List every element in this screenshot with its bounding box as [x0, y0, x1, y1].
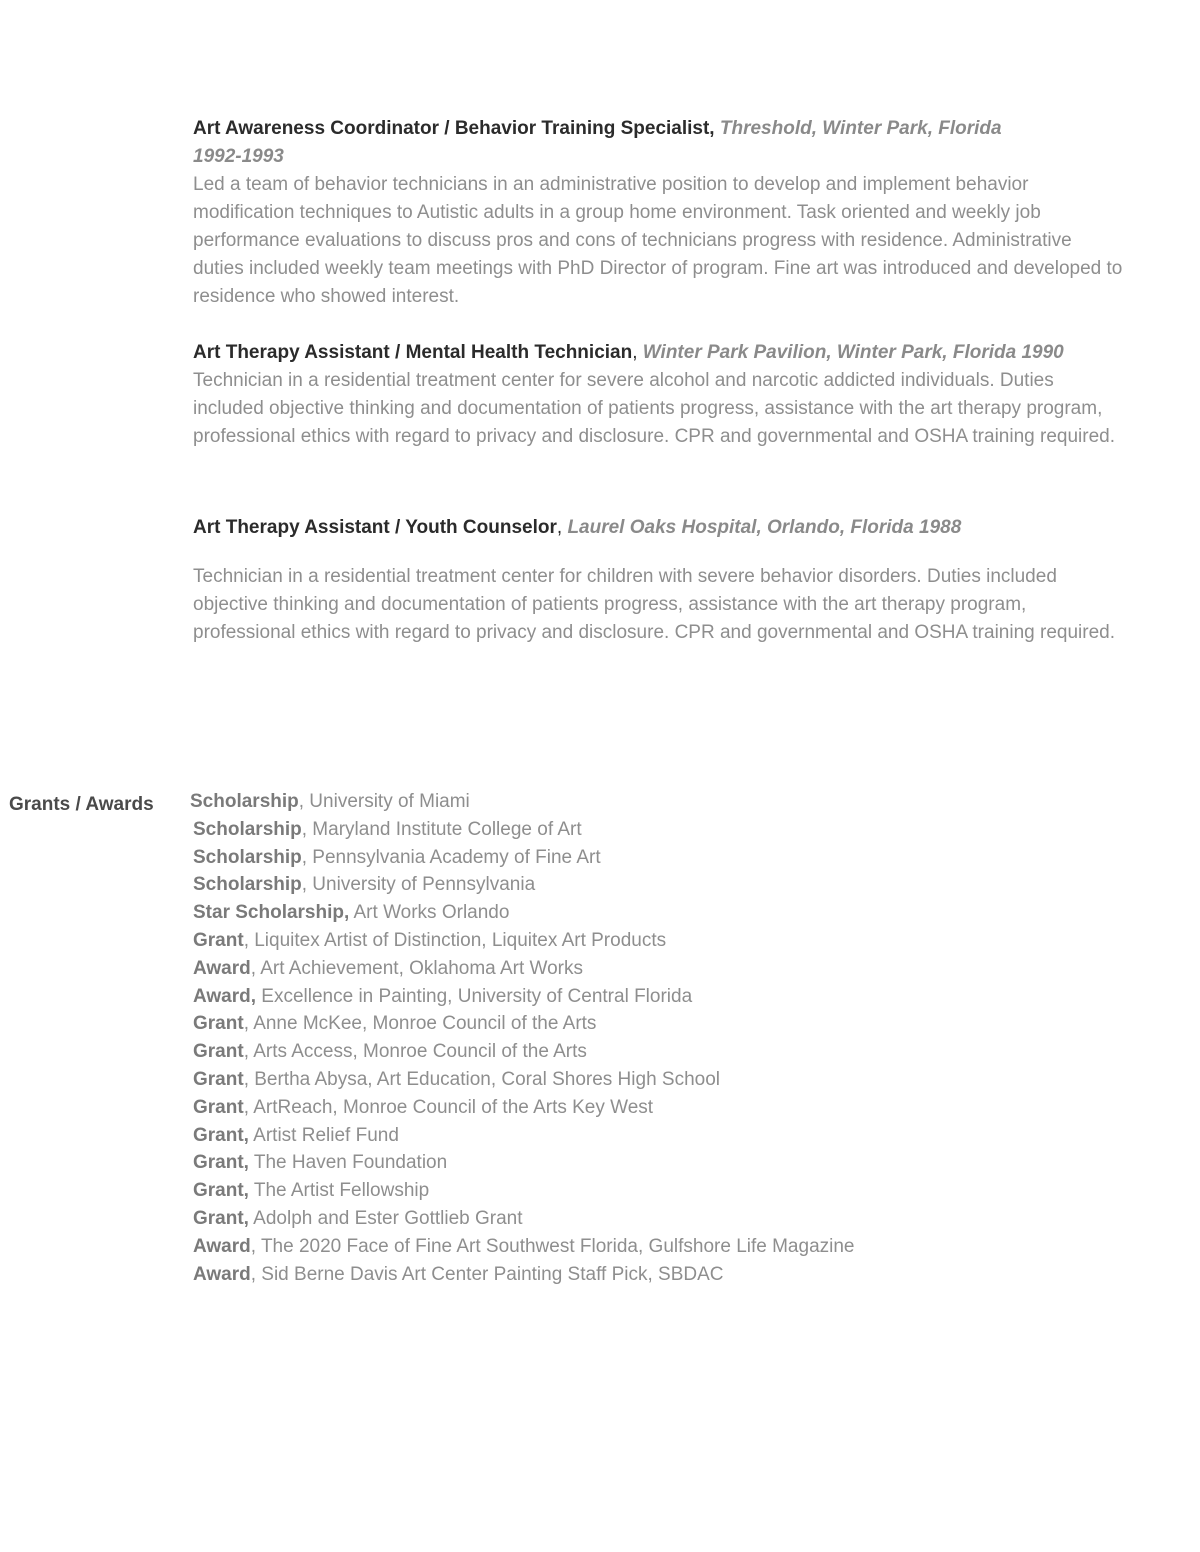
grants-awards-list: [190, 788, 1093, 1288]
job-header: [193, 514, 1123, 542]
award-details: , Bertha Abysa, Art Education, Coral Shores High School: [243, 1068, 721, 1090]
award-type: Scholarship: [193, 874, 302, 896]
award-type: Award,: [193, 985, 257, 1007]
award-item: [193, 1122, 1093, 1150]
job-title: Art Therapy Assistant / Youth Counselor: [193, 517, 557, 538]
job-entry: [193, 514, 1123, 647]
award-details: Adolph and Ester Gottlieb Grant: [248, 1207, 523, 1229]
award-details: , Sid Berne Davis Art Center Painting Staff Pick, SBDAC: [250, 1263, 724, 1285]
award-item: [193, 955, 1093, 983]
award-details: , Arts Access, Monroe Council of the Arts: [243, 1041, 587, 1063]
award-details: The Haven Foundation: [248, 1152, 448, 1174]
award-item: [193, 927, 1093, 955]
award-type: Grant,: [193, 1152, 249, 1174]
award-details: , Pennsylvania Academy of Fine Art: [301, 846, 601, 868]
award-type: Scholarship: [190, 791, 299, 812]
job-separator: ,: [556, 517, 568, 538]
job-organization: Threshold, Winter Park, Florida: [719, 118, 1002, 139]
award-item: [193, 983, 1093, 1011]
award-item: [193, 1010, 1093, 1038]
award-item: [193, 899, 1093, 927]
award-details: , University of Pennsylvania: [301, 874, 536, 896]
award-item: [190, 788, 1093, 816]
job-organization: Laurel Oaks Hospital, Orlando, Florida 1988: [567, 517, 962, 538]
award-type: Grant,: [193, 1207, 249, 1229]
award-type: Grant: [193, 1013, 244, 1035]
award-item: [193, 1205, 1093, 1233]
award-details: , Maryland Institute College of Art: [301, 818, 582, 840]
job-entry: [193, 115, 1123, 311]
job-description: Technician in a residential treatment center for children with severe behavior disorders. Duties included objective thinking and documentation of patients progress, assistance with the art therapy program, professional ethics with regard to privacy and disclosure. CPR and governmental and OSHA training required.: [193, 566, 1115, 643]
award-details: The Artist Fellowship: [248, 1180, 430, 1202]
award-item: [193, 1094, 1093, 1122]
award-details: , The 2020 Face of Fine Art Southwest Florida, Gulfshore Life Magazine: [250, 1235, 855, 1257]
award-details: , Liquitex Artist of Distinction, Liquitex Art Products: [243, 929, 667, 951]
award-details: , ArtReach, Monroe Council of the Arts Key West: [243, 1096, 654, 1118]
award-item: [193, 1261, 1093, 1289]
job-organization: Winter Park Pavilion, Winter Park, Florida 1990: [642, 342, 1064, 363]
award-details: Artist Relief Fund: [248, 1124, 399, 1146]
award-details: Excellence in Painting, University of Central Florida: [256, 985, 693, 1007]
award-type: Award: [193, 1235, 251, 1257]
award-type: Scholarship: [193, 846, 302, 868]
job-description: Led a team of behavior technicians in an administrative position to develop and implement behavior modification techniques to Autistic adults in a group home environment. Task oriented and weekly job performance evaluations to discuss pros and cons of technicians progress with residence. Administrative duties included weekly team meetings with PhD Director of program. Fine art was introduced and developed to residence who showed interest.: [193, 174, 1123, 307]
award-type: Grant: [193, 1041, 244, 1063]
award-type: Grant: [193, 1096, 244, 1118]
award-item: [193, 844, 1093, 872]
award-type: Star Scholarship,: [193, 902, 350, 924]
award-item: [193, 816, 1093, 844]
job-header: [193, 339, 1123, 367]
award-item: [193, 1233, 1093, 1261]
job-header: [193, 115, 1123, 171]
award-details: , University of Miami: [298, 791, 470, 812]
award-type: Grant,: [193, 1180, 249, 1202]
job-title: Art Therapy Assistant / Mental Health Technician: [193, 342, 633, 363]
award-details: , Anne McKee, Monroe Council of the Arts: [243, 1013, 597, 1035]
grants-awards-heading: Grants / Awards: [9, 794, 154, 815]
job-entry: [193, 339, 1123, 451]
job-description: Technician in a residential treatment center for severe alcohol and narcotic addicted individuals. Duties included objective thinking and documentation of patients progress, assistance with the art therapy program, professional ethics with regard to privacy and disclosure. CPR and governmental and OSHA training required.: [193, 370, 1115, 447]
award-type: Award: [193, 957, 251, 979]
award-type: Grant,: [193, 1124, 249, 1146]
job-separator: ,: [632, 342, 643, 363]
award-type: Scholarship: [193, 818, 302, 840]
award-item: [193, 1149, 1093, 1177]
award-item: [193, 1177, 1093, 1205]
award-type: Grant: [193, 929, 244, 951]
job-years: 1992-1993: [193, 146, 284, 167]
award-type: Award: [193, 1263, 251, 1285]
award-details: Art Works Orlando: [349, 902, 510, 924]
job-title: Art Awareness Coordinator / Behavior Training Specialist,: [193, 118, 715, 139]
award-item: [193, 1038, 1093, 1066]
award-type: Grant: [193, 1068, 244, 1090]
award-item: [193, 1066, 1093, 1094]
award-details: , Art Achievement, Oklahoma Art Works: [250, 957, 584, 979]
award-item: [193, 871, 1093, 899]
